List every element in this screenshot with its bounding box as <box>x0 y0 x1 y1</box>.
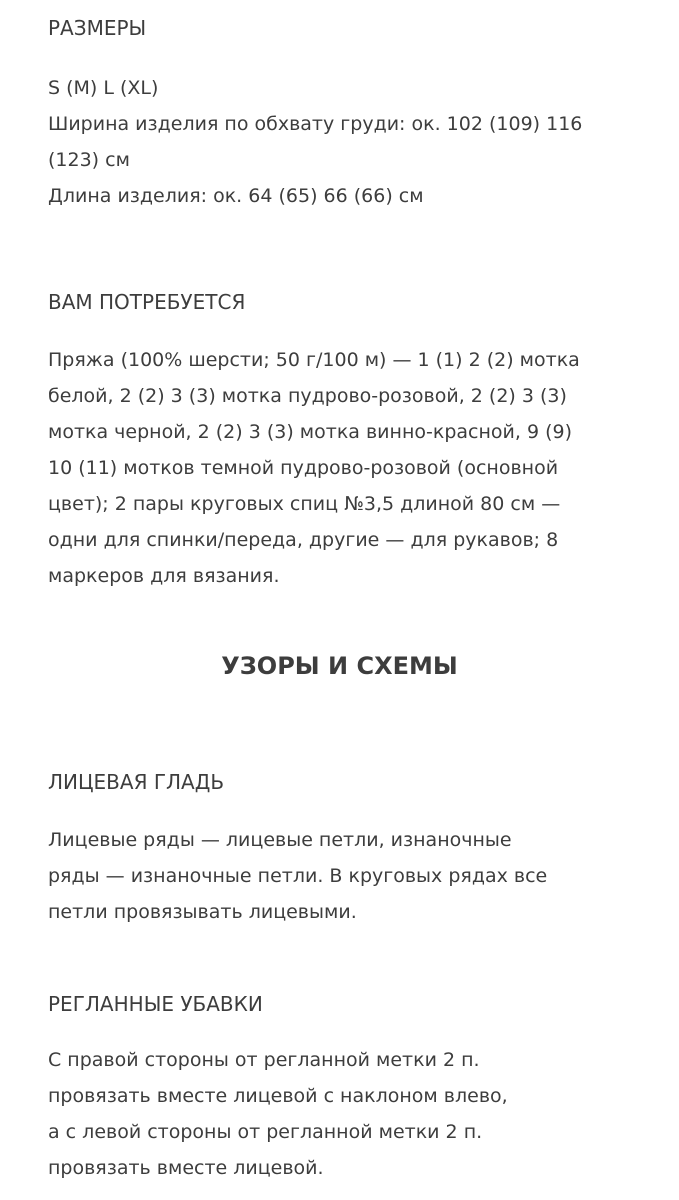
raglan-line: С правой стороны от регланной метки 2 п. <box>48 1049 480 1071</box>
raglan-heading: РЕГЛАННЫЕ УБАВКИ <box>48 992 263 1016</box>
materials-line: маркеров для вязания. <box>48 565 280 587</box>
materials-line: Пряжа (100% шерсти; 50 г/100 м) — 1 (1) 2 (2) мотка <box>48 349 580 371</box>
raglan-line: провязать вместе лицевой. <box>48 1157 324 1179</box>
sizes-line: Длина изделия: ок. 64 (65) 66 (66) см <box>48 185 424 207</box>
sizes-line: (123) см <box>48 149 130 171</box>
sizes-line: Ширина изделия по обхвату груди: ок. 102 (109) 116 <box>48 113 583 135</box>
materials-line: одни для спинки/переда, другие — для рукавов; 8 <box>48 529 559 551</box>
materials-heading: ВАМ ПОТРЕБУЕТСЯ <box>48 290 246 314</box>
materials-line: мотка черной, 2 (2) 3 (3) мотка винно-красной, 9 (9) <box>48 421 572 443</box>
stockinette-line: ряды — изнаночные петли. В круговых рядах все <box>48 865 548 887</box>
materials-text <box>48 342 580 594</box>
materials-line: белой, 2 (2) 3 (3) мотка пудрово-розовой, 2 (2) 3 (3) <box>48 385 567 407</box>
sizes-heading: РАЗМЕРЫ <box>48 16 147 40</box>
stockinette-line: Лицевые ряды — лицевые петли, изнаночные <box>48 829 512 851</box>
sizes-line: S (M) L (XL) <box>48 77 159 99</box>
materials-line: 10 (11) мотков темной пудрово-розовой (основной <box>48 457 559 479</box>
stockinette-line: петли провязывать лицевыми. <box>48 901 357 923</box>
patterns-title: УЗОРЫ И СХЕМЫ <box>221 652 458 680</box>
raglan-line: а с левой стороны от регланной метки 2 п. <box>48 1121 483 1143</box>
stockinette-text <box>48 822 547 930</box>
materials-line: цвет); 2 пары круговых спиц №3,5 длиной 80 см — <box>48 493 561 515</box>
raglan-line: провязать вместе лицевой с наклоном влево, <box>48 1085 508 1107</box>
sizes-text <box>48 70 582 214</box>
stockinette-heading: ЛИЦЕВАЯ ГЛАДЬ <box>48 770 225 794</box>
raglan-text <box>48 1042 508 1186</box>
